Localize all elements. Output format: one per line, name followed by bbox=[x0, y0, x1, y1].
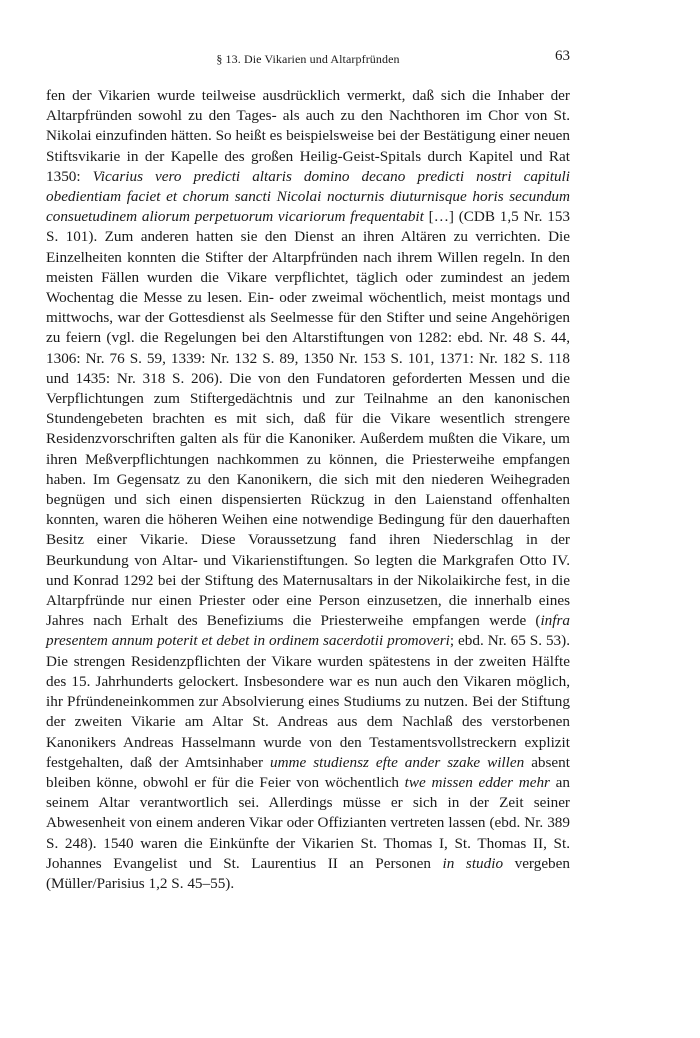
text-segment: fen der Vikarien wurde teilweise ausdrücklich vermerkt, daß sich die Inhaber der Altarpfründen sowohl zu den Tages- als auch zu den Nachthoren im Chor von St. Nikolai einzufinden hätten. So heißt es beispielsweise bei der Bestätigung einer neuen Stiftsvikarie in der Kapelle des großen Heilig-Geist-Spitals durch Kapitel und Rat 1350: bbox=[46, 87, 570, 185]
paragraph bbox=[46, 86, 570, 894]
latin-quote: in studio bbox=[442, 854, 504, 872]
low-german-quote: twe missen edder mehr bbox=[404, 773, 550, 791]
low-german-quote: umme studiensz efte ander szake willen bbox=[270, 753, 525, 771]
body-text bbox=[46, 86, 570, 894]
running-title: § 13. Die Vikarien und Altarpfründen bbox=[216, 52, 400, 66]
text-segment: ; ebd. Nr. 65 S. 53). Die strengen Residenzpflichten der Vikare wurden spätestens in der zweiten Hälfte des 15. Jahrhunderts gelockert. Insbesondere war es nun auch den Vikaren möglich, ihr Pfründeneinkommen zur Absolvierung eines Studiums zu nutzen. Bei der Stiftung der zweiten Vikarie am Altar St. Andreas aus dem Nachlaß des verstorbenen Kanonikers Andreas Hasselmann wurde von den Testamentsvollstreckern explizit festgehalten, daß der Amtsinhaber bbox=[46, 632, 570, 771]
latin-quote: Vicarius vero predicti altaris domino decano predicti nostri capituli obedientiam faciet et chorum sancti Nicolai nocturnis diuturnisque horis secundum consuetudinem aliorum perpetuorum vicariorum frequentabit bbox=[46, 167, 570, 226]
text-segment: an seinem Altar verantwortlich sei. Allerdings müsse er sich in der Zeit seiner Abwesenheit von einem anderen Vikar oder Offizianten vertreten lassen (ebd. Nr. 389 S. 248). 1540 waren die Einkünfte der Vikarien St. Thomas I, St. Thomas II, St. Johannes Evangelist und St. Laurentius II an Personen bbox=[46, 773, 570, 872]
latin-quote: infra presentem annum poterit et debet in ordinem sacerdotii promoveri bbox=[46, 612, 570, 650]
text-segment: absent bleiben könne, obwohl er für die Feier von wöchentlich bbox=[46, 753, 570, 791]
page-number: 63 bbox=[555, 48, 570, 64]
text-segment: vergeben (Müller/Parisius 1,2 S. 45–55). bbox=[46, 854, 570, 892]
running-head bbox=[46, 48, 570, 70]
text-segment: […] (CDB 1,5 Nr. 153 S. 101). Zum anderen hatten sie den Dienst an ihren Altären zu verrichten. Die Einzelheiten konnten die Stifter der Altarpfründen nach ihrem Willen regeln. In den meisten Fällen wurden die Vikare verpflichtet, täglich oder zumindest an jedem Wochentag die Messe zu lesen. Ein- oder zweimal wöchentlich, meist montags und mittwochs, war der Gottesdienst als Seelmesse für den Stifter und seine Angehörigen zu feiern (vgl. die Regelungen bei den Altarstiftungen von 1282: ebd. Nr. 48 S. 44, 1306: Nr. 76 S. 59, 1339: Nr. 132 S. 89, 1350 Nr. 153 S. 101, 1371: Nr. 182 S. 118 und 1435: Nr. 318 S. 206). Die von den Fundatoren geforderten Messen und die Verpflichtungen zum Stiftergedächtnis und zur Teilnahme an den kanonischen Stundengebeten brachten es mit sich, daß für die Vikare wesentlich strengere Residenzvorschriften galten als für die Kanoniker. Außerdem mußten die Vikare, um ihren Meßverpflichtungen nachkommen zu können, die Priesterweihe empfangen haben. Im Gegensatz zu den Kanonikern, die sich mit den niederen Weihegraden begnügen und sich einen dispensierten Rückzug in den Laienstand offenhalten konnten, waren die höheren Weihen eine notwendige Bedingung für den dauerhaften Besitz einer Vikarie. Diese Voraussetzung fand ihren Niederschlag in der Beurkundung von Altar- und Vikarienstiftungen. So legten die Markgrafen Otto IV. und Konrad 1292 bei der Stiftung des Maternusaltars in der Nikolaikirche fest, in die Altarpfründe nur einen Priester oder eine Person einzusetzen, die innerhalb eines Jahres nach Erhalt des Benefiziums die Priesterweihe empfangen werde ( bbox=[46, 208, 571, 630]
book-page bbox=[46, 48, 570, 894]
